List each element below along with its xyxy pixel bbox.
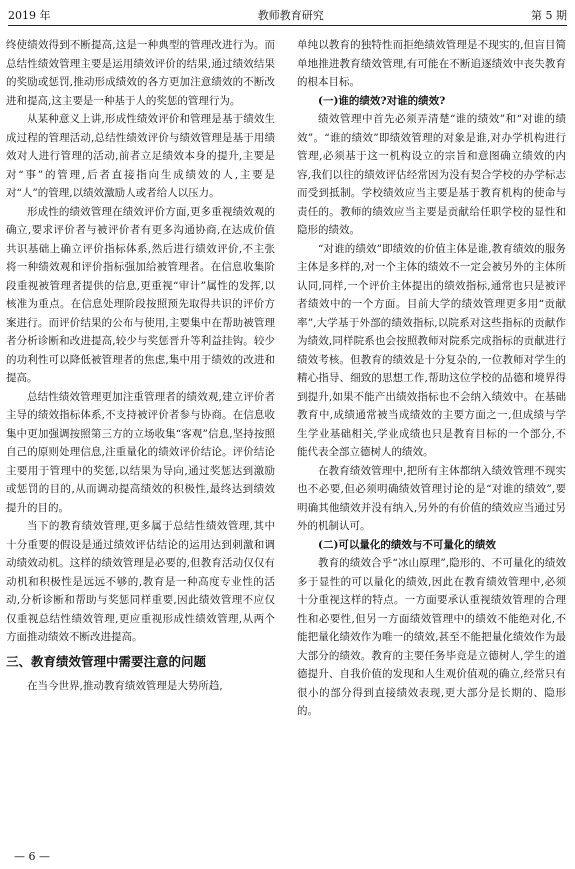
page-number: — 6 — — [14, 850, 50, 863]
header-journal-title: 教师教育研究 — [257, 9, 324, 22]
header-year: 2019 年 — [8, 9, 51, 22]
header-issue: 第 5 期 — [531, 9, 567, 22]
paragraph: 当下的教育绩效管理,更多属于总结性绩效管理,其中十分重要的假设是通过绩效评估结论的运用达到刺激和调动绩效动机。这样的绩效管理是必要的,但教育活动仅仅有动机和积极性是远远不够的,教育是一种高度专业性的活动,分析诊断和帮助与奖惩同样重要,因此绩效管理不应仅仅重视总结性绩效管理,更应重视形成性绩效管理,从两个方面推动绩效不断改进提高。 — [6, 520, 275, 643]
header-rule — [8, 25, 567, 26]
paragraph: 从某种意义上讲,形成性绩效评价和管理是基于绩效生成过程的管理活动,总结性绩效评价与绩效管理是基于用绩效对人进行管理的活动,前者立足绩效本身的提升,主要是对“事”的管理,后者直接指向生成绩效的人,主要是对“人”的管理,以绩效激励人或者给人以压力。 — [6, 113, 275, 199]
paragraph: 在教育绩效管理中,把所有主体都纳入绩效管理不现实也不必要,但必须明确绩效管理讨论的是“对谁的绩效”,要明确其他绩效并没有纳入,另外的有价值的绩效应当通过另外的机制认可。 — [297, 464, 566, 532]
running-header — [8, 6, 567, 24]
right-column — [297, 36, 566, 721]
paragraph: 总结性绩效管理更加注重管理者的绩效观,建立评价者主导的绩效指标体系,不支持被评价者参与协商。在信息收集中更加强调按照第三方的立场收集“客观”信息,坚持按照自己的原则处理信息,注重量化的绩效评价结论。评价结论主要用于管理中的奖惩,以结果为导向,通过奖惩达到激励或惩罚的目的,从而调动提高绩效的积极性,最终达到绩效提升的目的。 — [6, 390, 275, 514]
paragraph: 在当今世界,推动教育绩效管理是大势所趋, — [27, 679, 223, 692]
paragraph: 形成性的绩效管理在绩效评价方面,更多重视绩效观的确立,要求评价者与被评价者有更多沟通协商,在达成价值共识基础上确立评价指标体系,然后进行绩效评价,不主张将一种绩效观和评价指标强加给被管理者。在信息收集阶段重视被管理者提供的信息,更重视“审计”属性的发挥,以核准为重点。在信息处理阶段按照预先取得共识的评价方案进行。而评价结果的公布与使用,主要集中在帮助被管理者分析诊断和改进提高,较少与奖惩晋升等利益挂钩。较少的功利性可以降低被管理者的焦虑,集中用于绩效的改进和提高。 — [6, 205, 275, 384]
paragraph: 单纯以教育的独特性而拒绝绩效管理是不现实的,但盲目简单地推进教育绩效管理,有可能在不断追逐绩效中丧失教育的根本目标。 — [297, 39, 566, 88]
subsection-heading: (一)谁的绩效?对谁的绩效? — [318, 94, 446, 107]
paragraph: 绩效管理中首先必须弄清楚“谁的绩效”和“对谁的绩效”。“谁的绩效”即绩效管理的对象是谁,对办学机构进行管理,必须基于这一机构设立的宗旨和意图确立绩效的内容,我们以往的绩效评估经常因为没有契合学校的办学标志而受到抵制。学校绩效应当主要是基于教育机构的使命与责任的。教师的绩效应当主要是贡献给任职学校的显性和隐形的绩效。 — [297, 113, 566, 236]
paragraph: “对谁的绩效”即绩效的价值主体是谁,教育绩效的服务主体是多样的,对一个主体的绩效不一定会被另外的主体所认同,同样,一个评价主体提出的绩效指标,通常也只是被评者绩效中的一个方面。目前大学的绩效管理更多用“贡献率”,大学基于外部的绩效指标,以院系对这些指标的贡献作为绩效,同样院系也会按照教师对院系完成指标的贡献进行绩效考核。但教育的绩效是十分复杂的,一位教师对学生的精心指导、细致的思想工作,帮助这位学校的品德和境界得到提升,如果不能产出绩效指标也不会纳入绩效中。在基础教育中,成绩通常被当成绩效的主要方面之一,但成绩与学生学业基础相关,学业成绩也只是教育目标的一个部分,不能代表全部立德树人的绩效。 — [297, 242, 566, 458]
paragraph: 终使绩效得到不断提高,这是一种典型的管理改进行为。而总结性绩效管理主要是运用绩效评价的结果,通过绩效结果的奖励或惩罚,推动形成绩效的各方更加注意绩效的不断改进和提高,这主要是一种基于人的奖惩的管理行为。 — [6, 39, 275, 107]
subsection-heading: (二)可以量化的绩效与不可量化的绩效 — [318, 538, 496, 551]
left-column — [6, 36, 275, 695]
section-heading: 三、教育绩效管理中需要注意的问题 — [6, 653, 207, 669]
paragraph: 教育的绩效合乎“冰山原理”,隐形的、不可量化的绩效多于显性的可以量化的绩效,因此在教育绩效管理中,必须十分重视这样的特点。一方面要承认重视绩效管理的合理性和必要性,但另一方面绩效管理中的绩效不能绝对化,不能把量化绩效作为唯一的绩效,甚至不能把量化绩效作为最大部分的绩效。教育的主要任务毕竟是立德树人,学生的道德提升、自我价值的发现和人生观价值观的确立,经常只有很小的部分得到直接绩效表现,更大部分是长期的、隐形的。 — [297, 557, 566, 717]
